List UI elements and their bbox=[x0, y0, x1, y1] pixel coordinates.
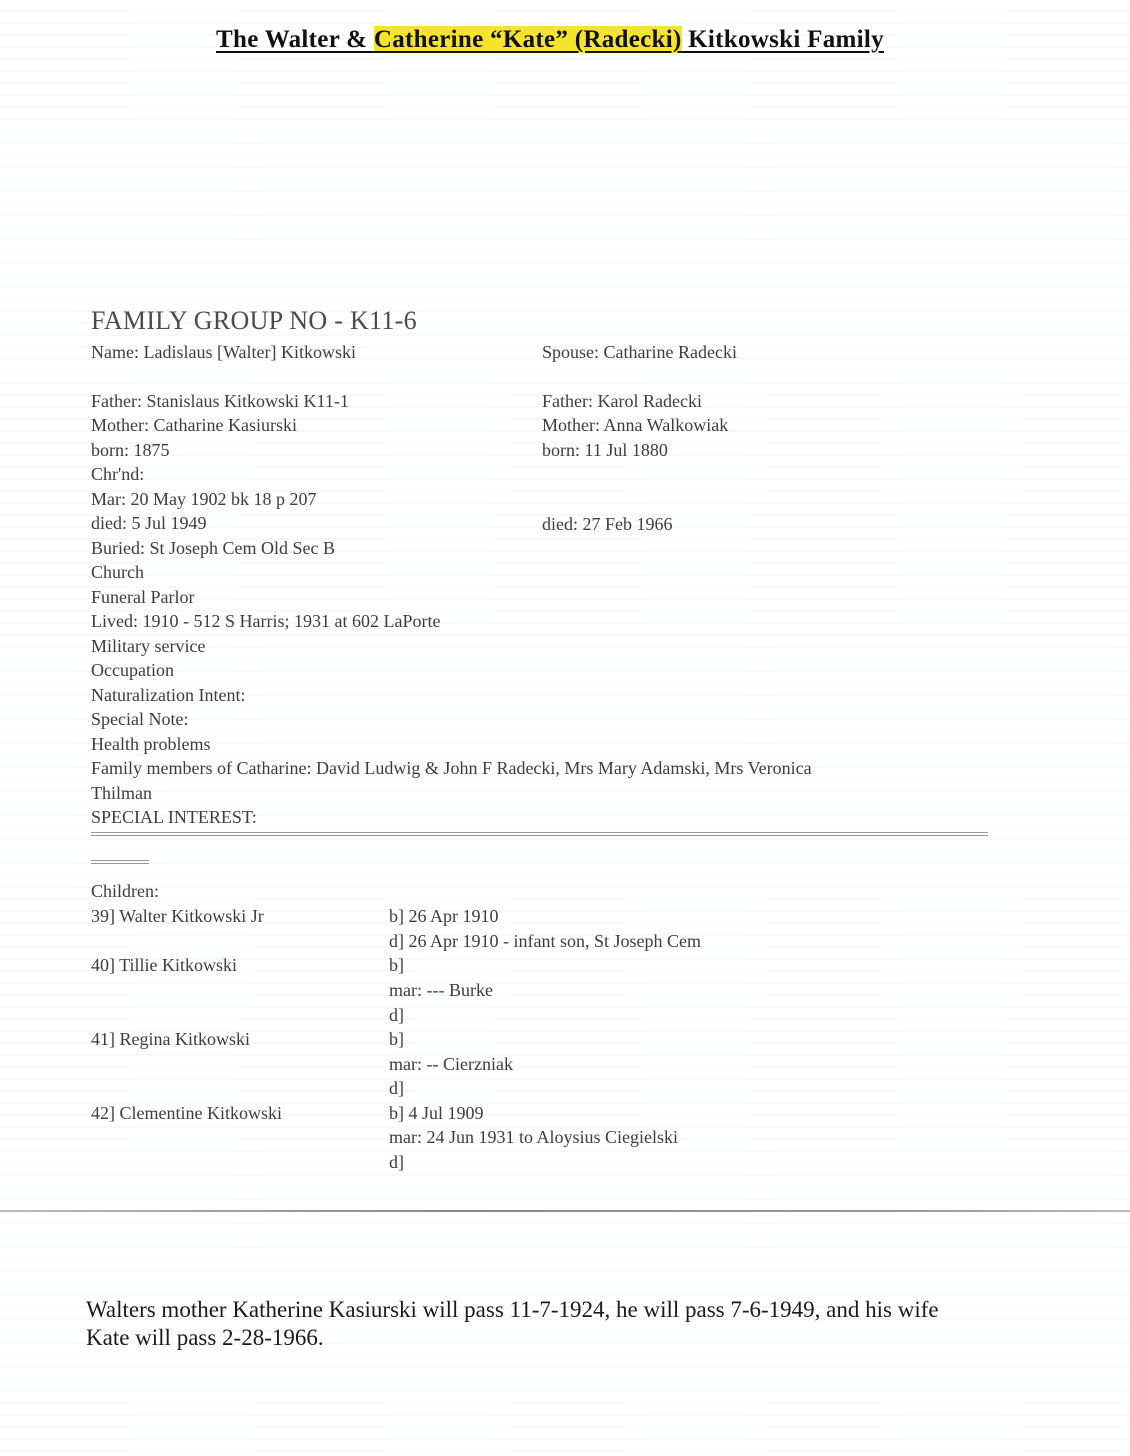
paper-edge-divider bbox=[0, 1210, 1130, 1212]
buried-field: Buried: St Joseph Cem Old Sec B bbox=[91, 538, 335, 558]
child-detail: d] bbox=[389, 1005, 404, 1025]
double-rule-separator-short bbox=[91, 860, 149, 868]
occupation-field: Occupation bbox=[91, 660, 174, 680]
child-detail: mar: --- Burke bbox=[389, 980, 493, 1000]
spouse-mother-field: Mother: Anna Walkowiak bbox=[542, 415, 729, 435]
child-name: 39] Walter Kitkowski Jr bbox=[91, 906, 264, 926]
family-members-line-1: Family members of Catharine: David Ludwig & John F Radecki, Mrs Mary Adamski, Mrs Veronica bbox=[91, 758, 812, 778]
special-interest-field: SPECIAL INTEREST: bbox=[91, 807, 257, 827]
lived-field: Lived: 1910 - 512 S Harris; 1931 at 602 LaPorte bbox=[91, 611, 441, 631]
name-field: Name: Ladislaus [Walter] Kitkowski bbox=[91, 342, 356, 362]
mother-field: Mother: Catharine Kasiurski bbox=[91, 415, 297, 435]
family-group-heading: FAMILY GROUP NO - K11-6 bbox=[91, 306, 417, 335]
child-detail: d] bbox=[389, 1078, 404, 1098]
father-field: Father: Stanislaus Kitkowski K11-1 bbox=[91, 391, 349, 411]
spouse-died-field: died: 27 Feb 1966 bbox=[542, 514, 673, 534]
child-detail: mar: -- Cierzniak bbox=[389, 1054, 513, 1074]
child-detail: b] bbox=[389, 1029, 404, 1049]
christened-field: Chr'nd: bbox=[91, 464, 145, 484]
spouse-born-field: born: 11 Jul 1880 bbox=[542, 440, 668, 460]
title-part-2: Kitkowski Family bbox=[681, 26, 884, 53]
child-detail: b] 4 Jul 1909 bbox=[389, 1103, 484, 1123]
child-detail: mar: 24 Jun 1931 to Aloysius Ciegielski bbox=[389, 1127, 679, 1147]
born-field: born: 1875 bbox=[91, 440, 170, 460]
children-label: Children: bbox=[91, 881, 159, 901]
child-detail: d] bbox=[389, 1152, 404, 1172]
child-detail: b] 26 Apr 1910 bbox=[389, 906, 499, 926]
special-note-field: Special Note: bbox=[91, 709, 189, 729]
family-members-line-2: Thilman bbox=[91, 783, 152, 803]
military-service-field: Military service bbox=[91, 636, 206, 656]
footer-note: Walters mother Katherine Kasiurski will pass 11-7-1924, he will pass 7-6-1949, and his wife Kate will pass 2-28-1966. bbox=[86, 1297, 939, 1350]
double-rule-separator bbox=[91, 832, 988, 840]
title-part-1: The Walter & bbox=[216, 26, 374, 53]
title-highlight: Catherine “Kate” (Radecki) bbox=[373, 26, 682, 53]
page-title bbox=[0, 26, 1100, 54]
child-detail: b] bbox=[389, 955, 404, 975]
child-detail: d] 26 Apr 1910 - infant son, St Joseph Cem bbox=[389, 931, 701, 951]
child-name: 40] Tillie Kitkowski bbox=[91, 955, 238, 975]
child-name: 41] Regina Kitkowski bbox=[91, 1029, 250, 1049]
died-field: died: 5 Jul 1949 bbox=[91, 513, 207, 533]
spouse-father-field: Father: Karol Radecki bbox=[542, 391, 702, 411]
child-name: 42] Clementine Kitkowski bbox=[91, 1103, 282, 1123]
funeral-parlor-field: Funeral Parlor bbox=[91, 587, 195, 607]
church-field: Church bbox=[91, 562, 144, 582]
marriage-field: Mar: 20 May 1902 bk 18 p 207 bbox=[91, 489, 317, 509]
naturalization-field: Naturalization Intent: bbox=[91, 685, 246, 705]
spouse-field: Spouse: Catharine Radecki bbox=[542, 342, 737, 362]
health-problems-field: Health problems bbox=[91, 734, 211, 754]
